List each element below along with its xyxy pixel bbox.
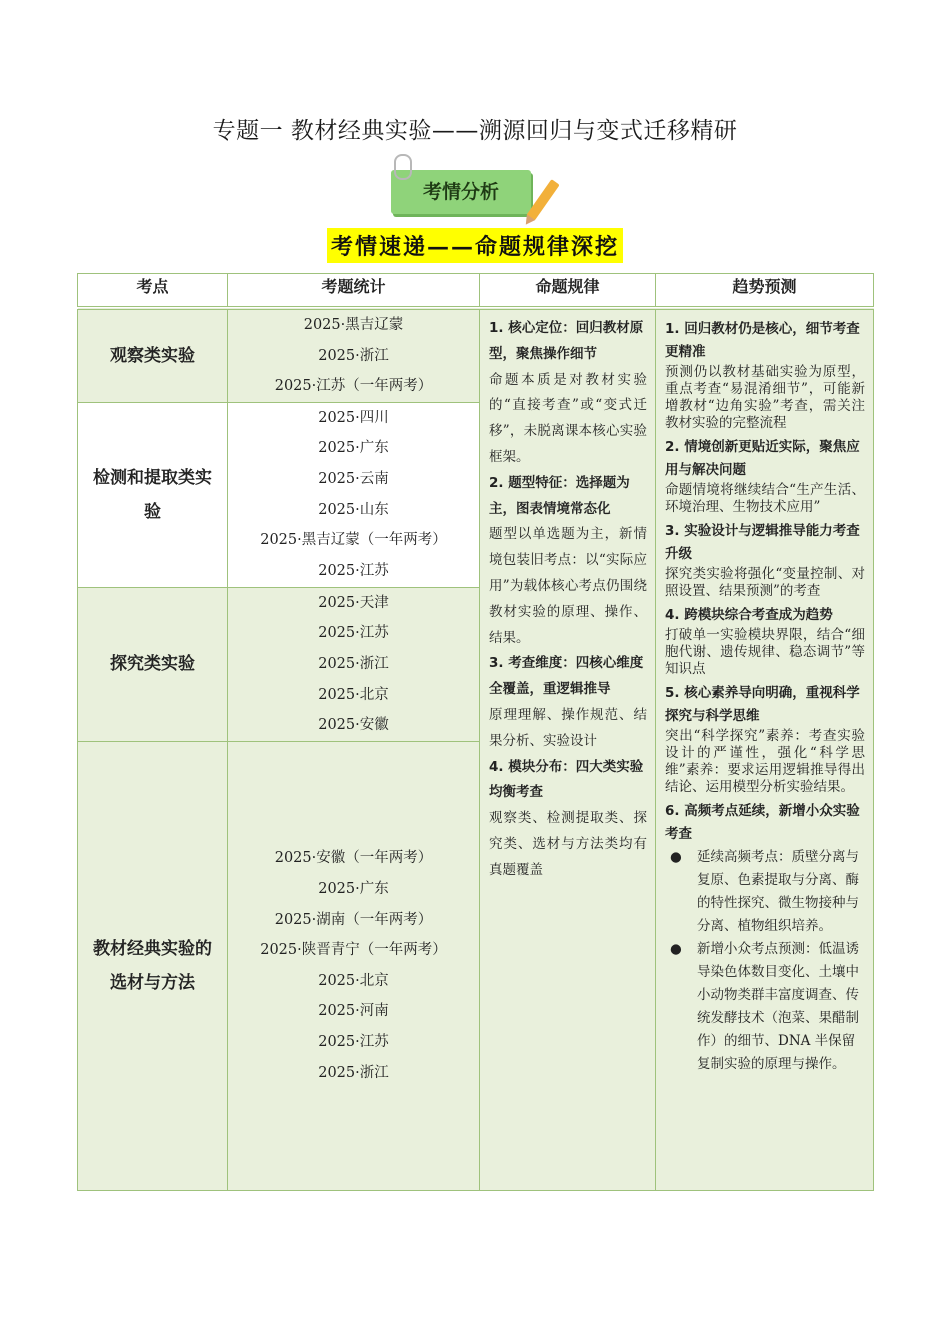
topic-cell: 探究类实验	[78, 587, 228, 741]
trend-body: 探究类实验将强化“变量控制、对照设置、结果预测”的考查	[665, 566, 865, 599]
header-trends: 趋势预测	[656, 274, 874, 309]
stat-item: 2025·陕晋青宁（一年两考）	[260, 942, 447, 959]
analysis-table	[77, 273, 874, 1191]
stat-item: 2025·江苏	[318, 625, 389, 642]
rule-body: 题型以单选题为主，新情境包装旧考点：以“实际应用”为载体核心考点仍围绕教材实验的原理、操作、结果。	[489, 526, 647, 646]
stat-item: 2025·北京	[318, 972, 389, 989]
rule-heading: 2. 题型特征：选择题为主，图表情境常态化	[489, 474, 630, 517]
rule-body: 原理理解、操作规范、结果分析、实验设计	[489, 706, 647, 749]
stats-cell	[228, 402, 480, 587]
section-badge: 考情分析	[391, 170, 531, 214]
stat-item: 2025·广东	[318, 881, 389, 897]
stat-item: 2025·黑吉辽蒙（一年两考）	[260, 532, 447, 549]
stat-item: 2025·广东	[318, 440, 389, 457]
header-stats: 考题统计	[228, 274, 480, 309]
bullet-icon: ●	[670, 941, 682, 957]
trend-body: 打破单一实验模块界限，结合“细胞代谢、遗传规律、稳态调节”等知识点	[665, 627, 865, 677]
badge-graphic	[388, 162, 568, 222]
trend-heading: 5. 核心素养导向明确，重视科学探究与科学思维	[665, 685, 860, 724]
stat-item: 2025·云南	[318, 470, 389, 487]
stat-item: 2025·北京	[318, 686, 389, 703]
topic-cell: 观察类实验	[78, 308, 228, 402]
trend-heading: 1. 回归教材仍是核心，细节考查更精准	[665, 321, 860, 360]
trend-body: 突出“科学探究”素养：考查实验设计的严谨性，强化“科学思维”素养：要求运用逻辑推导得出结论、运用模型分析实验结果。	[665, 728, 865, 795]
trend-heading: 3. 实验设计与逻辑推导能力考查升级	[665, 523, 860, 562]
stat-item: 2025·浙江	[318, 655, 389, 672]
stat-item: 2025·四川	[318, 409, 389, 426]
stat-item: 2025·湖南（一年两考）	[274, 911, 433, 928]
stats-cell	[228, 587, 480, 741]
rule-heading: 1. 核心定位：回归教材原型，聚焦操作细节	[489, 320, 644, 362]
stat-item: 2025·河南	[318, 1003, 389, 1020]
header-topic: 考点	[78, 274, 228, 309]
trend-heading: 2. 情境创新更贴近实际，聚焦应用与解决问题	[665, 439, 860, 478]
trend-heading: 4. 跨模块综合考查成为趋势	[665, 607, 833, 623]
trend-bullet	[665, 846, 865, 938]
stat-item: 2025·山东	[318, 501, 389, 518]
stat-item: 2025·安徽（一年两考）	[274, 850, 433, 867]
subtitle-text: 考情速递——命题规律深挖	[327, 228, 623, 263]
table-header-row	[78, 274, 874, 309]
stat-item: 2025·浙江	[318, 1064, 389, 1081]
trends-cell	[656, 308, 874, 1190]
stat-item: 2025·江苏	[318, 562, 389, 579]
rule-heading: 4. 模块分布：四大类实验均衡考查	[489, 758, 644, 801]
stat-item: 2025·天津	[318, 594, 389, 611]
stats-cell	[228, 308, 480, 402]
rule-body: 命题本质是对教材实验的“直接考查”或“变式迁移”，未脱离课本核心实验框架。	[489, 371, 647, 465]
bullet-text: 延续高频考点：质壁分离与复原、色素提取与分离、酶的特性探究、微生物接种与分离、植物组织培养。	[697, 849, 859, 934]
trend-heading: 6. 高频考点延续，新增小众实验考查	[665, 803, 860, 842]
rule-heading: 3. 考查维度：四核心维度全覆盖，重逻辑推导	[489, 655, 644, 698]
section-subtitle	[0, 228, 950, 263]
stat-item: 2025·浙江	[318, 347, 389, 364]
stats-cell	[228, 741, 480, 1190]
stat-item: 2025·江苏	[318, 1033, 389, 1050]
bullet-text: 新增小众考点预测：低温诱导染色体数目变化、土壤中小动物类群丰富度调查、传统发酵技术（泡菜、果醋制作）的细节、DNA 半保留复制实验的原理与操作。	[697, 941, 859, 1072]
stat-item: 2025·黑吉辽蒙	[303, 317, 404, 333]
rule-body: 观察类、检测提取类、探究类、选材与方法类均有真题覆盖	[489, 810, 647, 878]
trend-body: 预测仍以教材基础实验为原型，重点考查“易混淆细节”，可能新增教材“边角实验”考查，需关注教材实验的完整流程	[665, 364, 865, 431]
document-title: 专题一 教材经典实验——溯源回归与变式迁移精研	[212, 118, 738, 144]
trend-body: 命题情境将继续结合“生产生活、环境治理、生物技术应用”	[665, 482, 865, 515]
topic-cell: 教材经典实验的选材与方法	[78, 741, 228, 1190]
stat-item: 2025·江苏（一年两考）	[274, 378, 433, 395]
trend-bullet	[665, 938, 865, 1076]
table-row	[78, 308, 874, 402]
pencil-icon	[526, 179, 559, 221]
rules-cell	[480, 308, 656, 1190]
paperclip-icon	[394, 154, 412, 180]
header-rules: 命题规律	[480, 274, 656, 309]
bullet-icon: ●	[670, 849, 682, 865]
stat-item: 2025·安徽	[318, 717, 389, 734]
topic-cell: 检测和提取类实验	[78, 402, 228, 587]
